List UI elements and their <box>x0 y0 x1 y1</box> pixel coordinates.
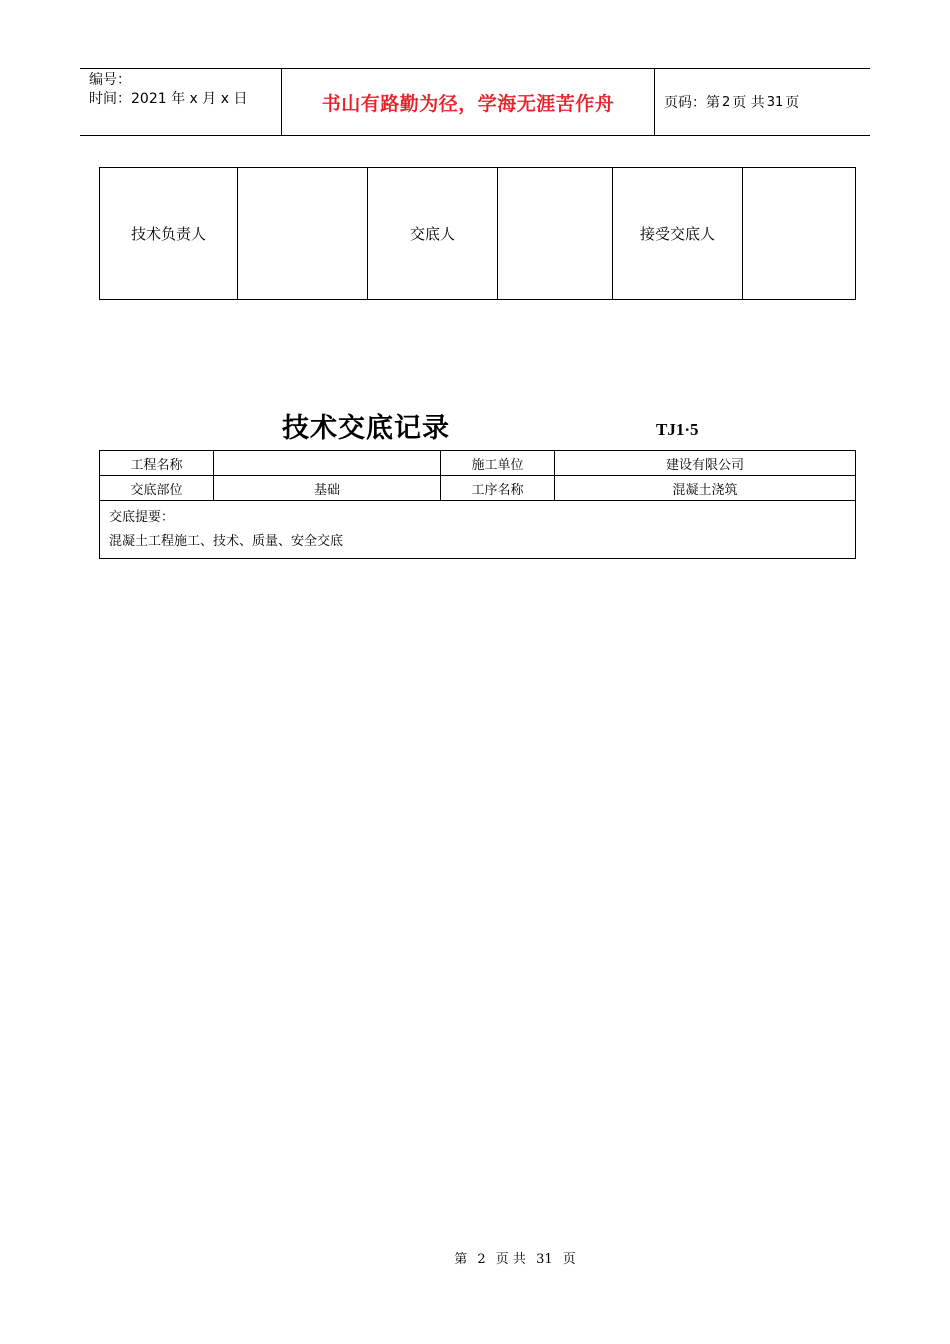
page-current: 2 <box>722 94 731 110</box>
receiver-signature-cell <box>743 168 856 300</box>
summary-cell <box>100 501 856 559</box>
header-motto: 书山有路勤为径，学海无涯苦作舟 <box>282 69 655 135</box>
signature-table <box>99 167 856 300</box>
document-header <box>80 68 870 136</box>
record-code: TJ1·5 <box>656 420 699 439</box>
time-label: 时间：2021 年 x 月 x 日 <box>89 91 248 107</box>
disclosure-part-label: 交底部位 <box>100 476 214 501</box>
construction-unit-label: 施工单位 <box>441 451 555 476</box>
record-title: 技术交底记录 <box>282 413 450 444</box>
footer-prefix: 第 <box>454 1252 468 1267</box>
record-row-project <box>100 451 856 476</box>
page-prefix: 页码：第 <box>664 95 720 111</box>
summary-label: 交底提要： <box>109 510 175 525</box>
process-name-value: 混凝土浇筑 <box>555 476 856 501</box>
project-name-value <box>214 451 441 476</box>
summary-text: 混凝土工程施工、技术、质量、安全交底 <box>109 534 344 549</box>
receiver-label: 接受交底人 <box>613 168 743 300</box>
footer-total: 31 <box>536 1252 553 1267</box>
header-meta <box>80 69 282 135</box>
footer-current: 2 <box>477 1252 486 1267</box>
construction-unit-value: 建设有限公司 <box>555 451 856 476</box>
signature-row <box>100 168 856 300</box>
disclosure-part-value: 基础 <box>214 476 441 501</box>
footer-suffix: 页 <box>562 1252 576 1267</box>
page-mid: 页 共 <box>732 95 765 111</box>
project-name-label: 工程名称 <box>100 451 214 476</box>
header-page-info <box>655 69 870 135</box>
page-footer <box>0 1248 950 1267</box>
discloser-label: 交底人 <box>368 168 498 300</box>
number-label: 编号： <box>89 72 131 88</box>
record-row-part <box>100 476 856 501</box>
record-table <box>99 450 856 559</box>
process-name-label: 工序名称 <box>441 476 555 501</box>
footer-mid: 页 共 <box>495 1252 526 1267</box>
page-suffix: 页 <box>785 95 800 111</box>
record-row-summary <box>100 501 856 559</box>
discloser-signature-cell <box>498 168 613 300</box>
tech-lead-label: 技术负责人 <box>100 168 238 300</box>
page-total: 31 <box>766 94 784 110</box>
tech-lead-signature-cell <box>238 168 368 300</box>
